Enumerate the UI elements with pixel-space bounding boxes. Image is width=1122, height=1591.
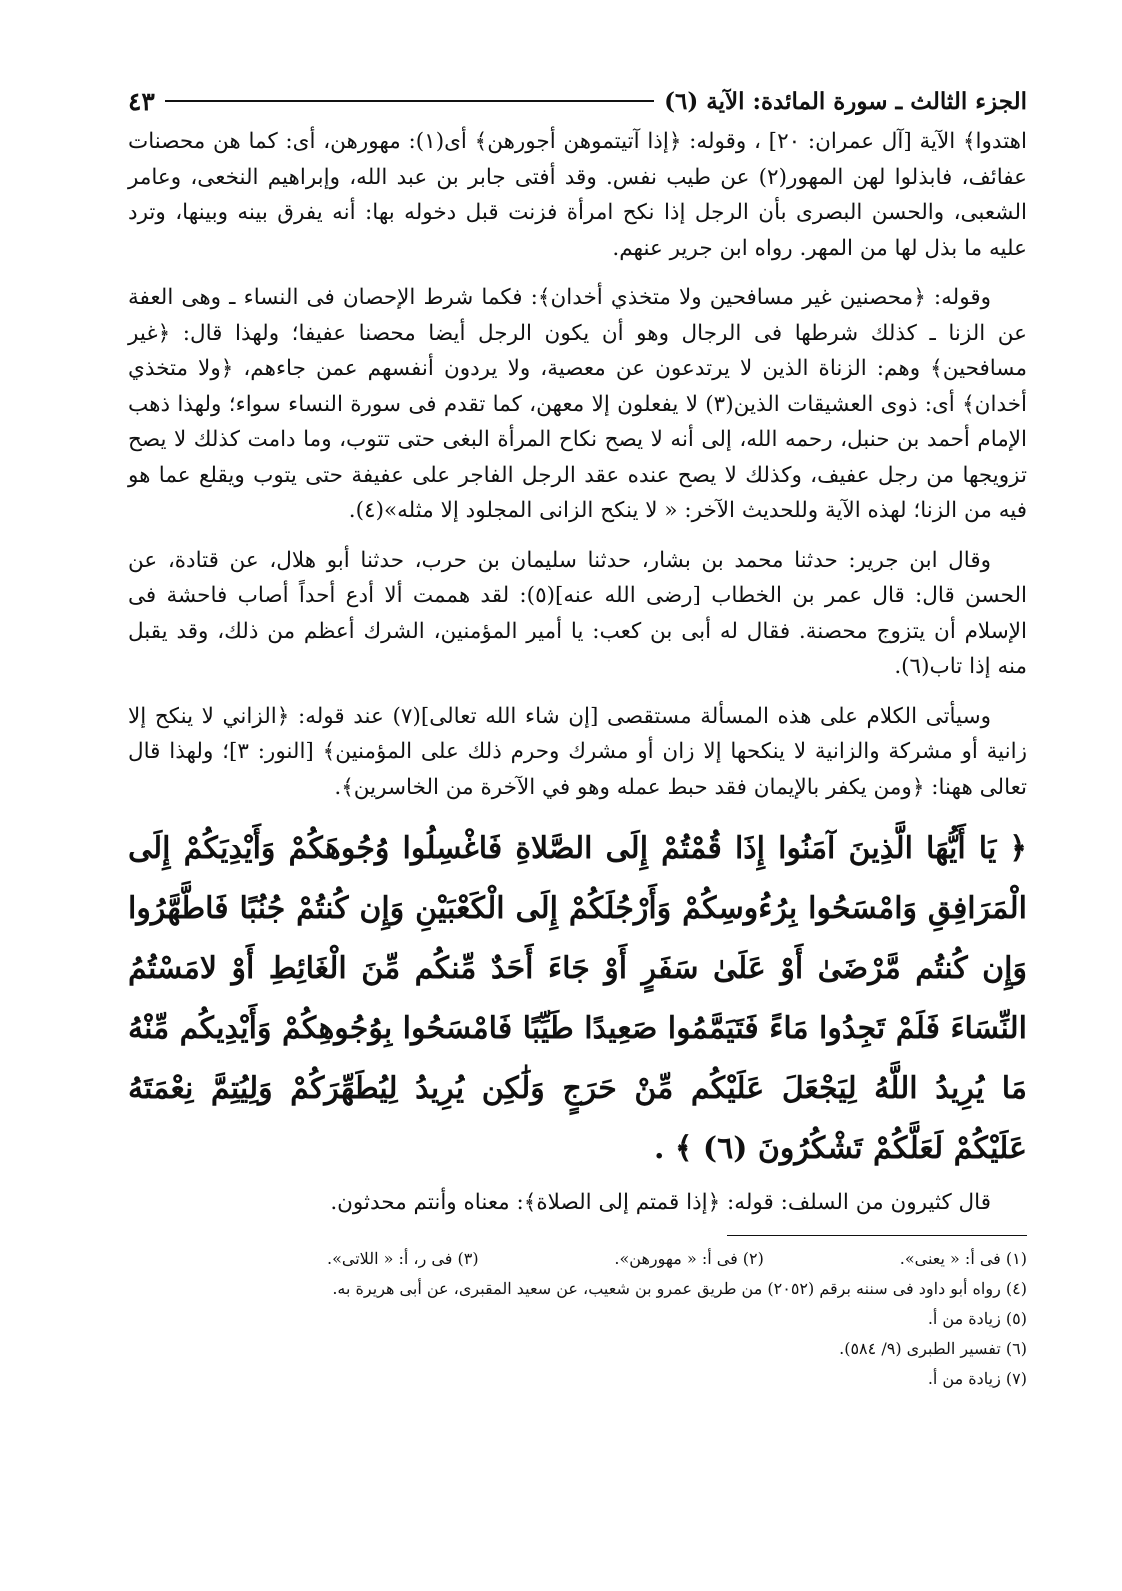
paragraph-1: اهتدوا﴾ الآية [آل عمران: ٢٠] ، وقوله: ﴿إذا آتيتموهن أجورهن﴾ أى(١): مهورهن، أى: كما هن محصنات عفائف، فابذلوا لهن المهور(٢) عن طيب نفس. وقد أفتى جابر بن عبد الله، وإبراهيم النخعى، وعامر الشعبى، والحسن البصرى بأن الرجل إذا نكح امرأة فزنت قبل دخوله بها: أنه يفرق بينه وبينها، وترد عليه ما بذل لها من المهر. رواه ابن جرير عنهم.	[128, 129, 1027, 261]
quran-verse: ﴿ يَا أَيُّهَا الَّذِينَ آمَنُوا إِذَا قُمْتُمْ إِلَى الصَّلاةِ فَاغْسِلُوا وُجُوهَكُمْ وَأَيْدِيَكُمْ إِلَى الْمَرَافِقِ وَامْسَحُوا بِرُءُوسِكُمْ وَأَرْجُلَكُمْ إِلَى الْكَعْبَيْنِ وَإِن كُنتُمْ جُنُبًا فَاطَّهَّرُوا وَإِن كُنتُم مَّرْضَىٰ أَوْ عَلَىٰ سَفَرٍ أَوْ جَاءَ أَحَدٌ مِّنكُم مِّنَ الْغَائِطِ أَوْ لامَسْتُمُ النِّسَاءَ فَلَمْ تَجِدُوا مَاءً فَتَيَمَّمُوا صَعِيدًا طَيِّبًا فَامْسَحُوا بِوُجُوهِكُمْ وَأَيْدِيكُم مِّنْهُ مَا يُرِيدُ اللَّهُ لِيَجْعَلَ عَلَيْكُم مِّنْ حَرَجٍ وَلَٰكِن يُرِيدُ لِيُطَهِّرَكُمْ وَلِيُتِمَّ نِعْمَتَهُ عَلَيْكُمْ لَعَلَّكُمْ تَشْكُرُونَ (٦) ﴾ .	[128, 831, 1027, 1166]
footnote-1: (١) فى أ: « يعنى».	[899, 1248, 1027, 1268]
footnote-7: (٧) زيادة من أ.	[927, 1368, 1027, 1388]
footnote-row	[327, 1244, 1027, 1274]
footnote-6: (٦) تفسير الطبرى (٩/ ٥٨٤).	[839, 1338, 1027, 1358]
footnote-2: (٢) فى أ: « مهورهن».	[614, 1248, 764, 1268]
paragraph-2: وقوله: ﴿محصنين غير مسافحين ولا متخذي أخدان﴾: فكما شرط الإحصان فى النساء ـ وهى العفة عن الزنا ـ كذلك شرطها فى الرجال وهو أن يكون الرجل أيضا محصنا عفيفا؛ ولهذا قال: ﴿غير مسافحين﴾ وهم: الزناة الذين لا يرتدعون عن معصية، ولا يردون أنفسهم عمن جاءهم، ﴿ولا متخذي أخدان﴾ أى: ذوى العشيقات الذين(٣) لا يفعلون إلا معهن، كما تقدم فى سورة النساء سواء؛ ولهذا ذهب الإمام أحمد بن حنبل، رحمه الله، إلى أنه لا يصح نكاح المرأة البغى حتى تتوب، وما دامت كذلك لا يصح تزويجها من رجل عفيف، وكذلك لا يصح عنده عقد الرجل الفاجر على عفيفة حتى يتوب ويقلع عما هو فيه من الزنا؛ لهذه الآية وللحديث الآخر: « لا ينكح الزانى المجلود إلا مثله»(٤).	[128, 285, 1027, 523]
paragraph-4: وسيأتى الكلام على هذه المسألة مستقصى [إن شاء الله تعالى](٧) عند قوله: ﴿الزاني لا ينكح إلا زانية أو مشركة والزانية لا ينكحها إلا زان أو مشرك وحرم ذلك على المؤمنين﴾ [النور: ٣]؛ ولهذا قال تعالى ههنا: ﴿ومن يكفر بالإيمان فقد حبط عمله وهو في الآخرة من الخاسرين﴾.	[128, 703, 1027, 800]
footnote-5: (٥) زيادة من أ.	[927, 1308, 1027, 1328]
header-rule	[165, 100, 654, 102]
running-header	[128, 78, 1027, 124]
header-title: الجزء الثالث ـ سورة المائدة: الآية (٦)	[664, 87, 1027, 115]
paragraph-3: وقال ابن جرير: حدثنا محمد بن بشار، حدثنا سليمان بن حرب، حدثنا أبو هلال، عن قتادة، عن الحسن قال: قال عمر بن الخطاب [رضى الله عنه](٥): لقد هممت ألا أدع أحداً أصاب فاحشة فى الإسلام أن يتزوج محصنة. فقال له أبى بن كعب: يا أمير المؤمنين، الشرك أعظم من ذلك، وقد يقبل منه إذا تاب(٦).	[128, 547, 1027, 679]
footnote-separator	[727, 1235, 1027, 1236]
footnote-3: (٣) فى ر، أ: « اللاتى».	[327, 1248, 479, 1268]
footnote-4: (٤) رواه أبو داود فى سننه برقم (٢٠٥٢) من طريق عمرو بن شعيب، عن سعيد المقبرى، عن أبى هريرة به.	[332, 1278, 1027, 1298]
page-number: ٤٣	[128, 86, 155, 116]
closing-line: قال كثيرون من السلف: قوله: ﴿إذا قمتم إلى الصلاة﴾: معناه وأنتم محدثون.	[330, 1190, 991, 1215]
